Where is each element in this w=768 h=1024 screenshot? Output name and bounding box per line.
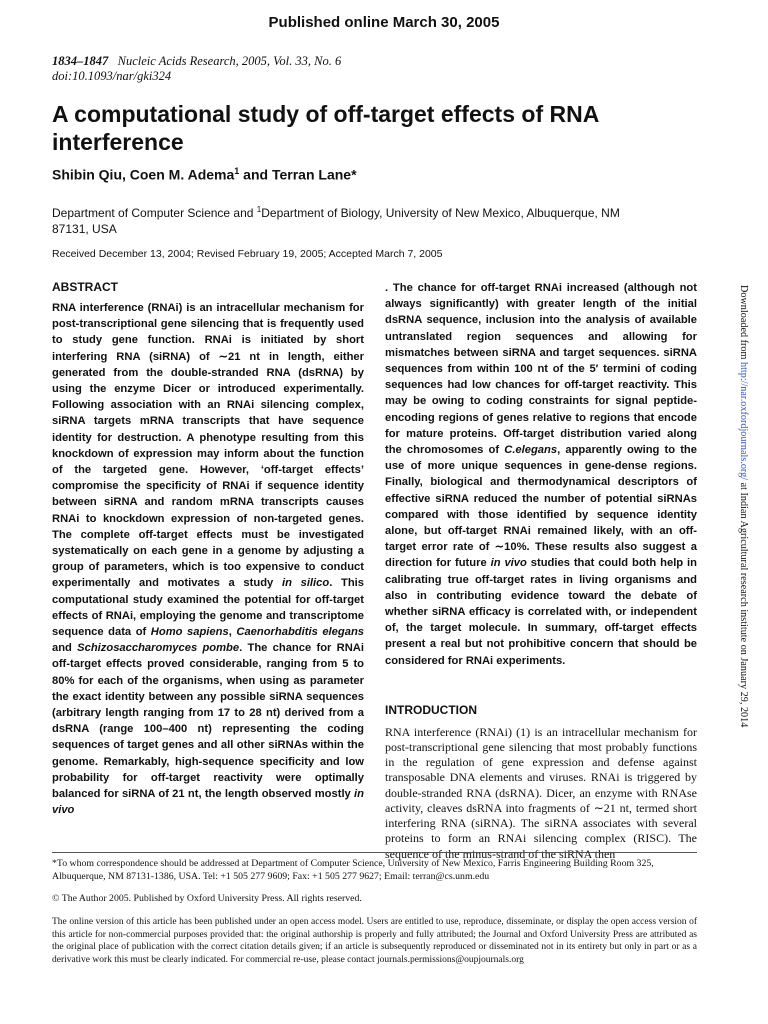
abstract-text-4: . The chance for off-target RNAi increased (although not always significantly) with greater length of the initial dsRNA sequence, inclusion into the analysis of available untranslated region sequences and allowing for mismatches between siRNA and target sequences. siRNA sequences from within 100 nt of the 5′ termini of coding sequences had low chances for off-target reactivity. This may be owing to coding constraints for signal peptide-encoding regions of genes relative to regions that encode for mature proteins. Off-target distribution varied along the chromosomes of [385, 282, 697, 457]
affiliation-b: Department of Biology, University of New Mexico, Albuquerque, NM 87131, USA [52, 206, 620, 236]
right-column [385, 280, 697, 862]
citation-block [52, 54, 341, 84]
affiliations [52, 202, 652, 237]
page-range: 1834–1847 [52, 54, 109, 68]
footnote-divider [52, 852, 697, 853]
published-online-date: Published online March 30, 2005 [268, 14, 500, 31]
watermark-suffix: at Indian Agricultural research institute on January 29, 2014 [738, 480, 749, 728]
abstract-text-1: RNA interference (RNAi) is an intracellular mechanism for post-transcriptional gene silencing that is frequently used to study gene function. RNAi is initiated by short interfering RNA (siRNA) of ∼21 nt in length, either generated from the double-stranded RNA (dsRNA) by using the enzyme Dicer or introduced experimentally. Following association with an RNAi silencing complex, siRNA targets mRNA transcripts that have sequence identity for destruction. A phenotype resulting from this knockdown of expression may inform about the function of the targeted gene. However, ‘off-target effects’ compromise the specificity of RNAi if sequence identity between siRNA and random mRNA transcripts causes RNAi to knockdown expression of non-targeted genes. The complete off-target effects must be investigated systematically on each gene in a genome by adjusting a group of parameters, which is too expensive to conduct experimentally and motivates a study [52, 302, 364, 590]
abstract-body-part2 [385, 280, 697, 669]
author-list [52, 166, 357, 183]
author-affiliation-mark: 1 [234, 166, 240, 176]
journal-site-link[interactable]: http://nar.oxfordjournals.org/ [738, 361, 749, 481]
watermark-prefix: Downloaded from [738, 285, 749, 362]
affiliation-a: Department of Computer Science and [52, 206, 257, 220]
introduction-heading: INTRODUCTION [385, 702, 477, 717]
abstract-sep-1: , [228, 626, 237, 639]
download-watermark [738, 285, 749, 727]
abstract-heading: ABSTRACT [52, 280, 118, 294]
abstract-text-2: . This computational study examined the potential for off-target effects of RNAi, employing the genome and transcriptome sequence data of [52, 577, 364, 639]
doi: doi:10.1093/nar/gki324 [52, 69, 172, 83]
abstract-term-in-vivo-1: in vivo [52, 788, 364, 817]
species-c-elegans: Caenorhabditis elegans [236, 626, 364, 639]
affiliation-mark: 1 [256, 205, 262, 214]
article-title: A computational study of off-target effects of RNA interference [52, 101, 599, 155]
left-column [52, 280, 364, 819]
abstract-text-3: . The chance for RNAi off-target effects proved considerable, ranging from 5 to 80% for each of the organisms, when using as parameter the exact identity between any possible siRNA sequences (arbitrary length ranging from 17 to 28 nt) derived from a dsRNA (range 100–400 nt) representing the coding sequences of target genes and all other siRNAs within the genome. Remarkably, high-sequence specificity and low probability for off-target reactivity were optimally balanced for siRNA of 21 nt, the length observed mostly [52, 642, 364, 801]
abstract-text-5: , apparently owing to the use of more unique sequences in gene-dense regions. Finally, biological and thermodynamical descriptors of effective siRNA reduced the number of potential siRNAs compared with those identified by sequence identity alone, but off-target RNAi remained likely, with an off-target error rate of ∼10%. These results also suggest a direction for future [385, 444, 697, 570]
copyright-notice: © The Author 2005. Published by Oxford University Press. All rights reserved. [52, 893, 362, 904]
correspondence-footnote: *To whom correspondence should be addressed at Department of Computer Science, University of New Mexico, Farris Engineering Building Room 325, Albuquerque, NM 87131-1386, USA. Tel: +1 505 277 9609; Fax: +1 505 277 9627; Email: terran@cs.unm.edu [52, 858, 654, 882]
open-access-license: The online version of this article has been published under an open access model. Users are entitled to use, reproduce, disseminate, or display the open access version of this article for non-commercial purposes provided that: the original authorship is properly and fully attributed; the Journal and Oxford University Press are attributed as the original place of publication with the correct citation details given; if an article is subsequently reproduced or disseminated not in its entirety but only in part or as a derivative work this must be clearly indicated. For commercial re-use, please contact journals.permissions@oupjournals.org [52, 917, 697, 965]
abstract-term-c-elegans: C.elegans [504, 444, 558, 457]
species-s-pombe: Schizosaccharomyces pombe [77, 642, 240, 655]
abstract-body-part1 [52, 300, 364, 819]
journal-info: Nucleic Acids Research, 2005, Vol. 33, No. 6 [117, 54, 342, 68]
abstract-term-in-silico: in silico [281, 577, 330, 590]
abstract-term-in-vivo-2: in vivo [490, 557, 527, 570]
introduction-body: RNA interference (RNAi) (1) is an intracellular mechanism for post-transcriptional gene silencing that most probably functions in the regulation of gene expression and defense against transposable DNA elements and viruses. RNAi is triggered by double-stranded RNA (dsRNA). Dicer, an enzyme with RNAse activity, cleaves dsRNA into fragments of ∼21 nt, termed short interfering RNA (siRNA). The siRNA associates with several proteins to form an RNAi silencing complex (RISC). The sequence of the minus-strand of the siRNA then [385, 724, 697, 861]
abstract-text-6: studies that could both help in calibrating true off-target rates in living organisms and also in contributing evidence toward the debate of whether siRNA efficacy is correlated with, or independent of, the target molecule. In summary, off-target effects present a real but not prohibitive concern that should be considered for RNAi experiments. [385, 557, 697, 667]
author-names-1: Shibin Qiu, Coen M. Adema [52, 166, 235, 183]
author-names-2: and Terran Lane* [239, 166, 357, 183]
received-dates: Received December 13, 2004; Revised February 19, 2005; Accepted March 7, 2005 [52, 248, 443, 260]
species-homo-sapiens: Homo sapiens [150, 626, 229, 639]
abstract-sep-2: and [52, 642, 78, 655]
